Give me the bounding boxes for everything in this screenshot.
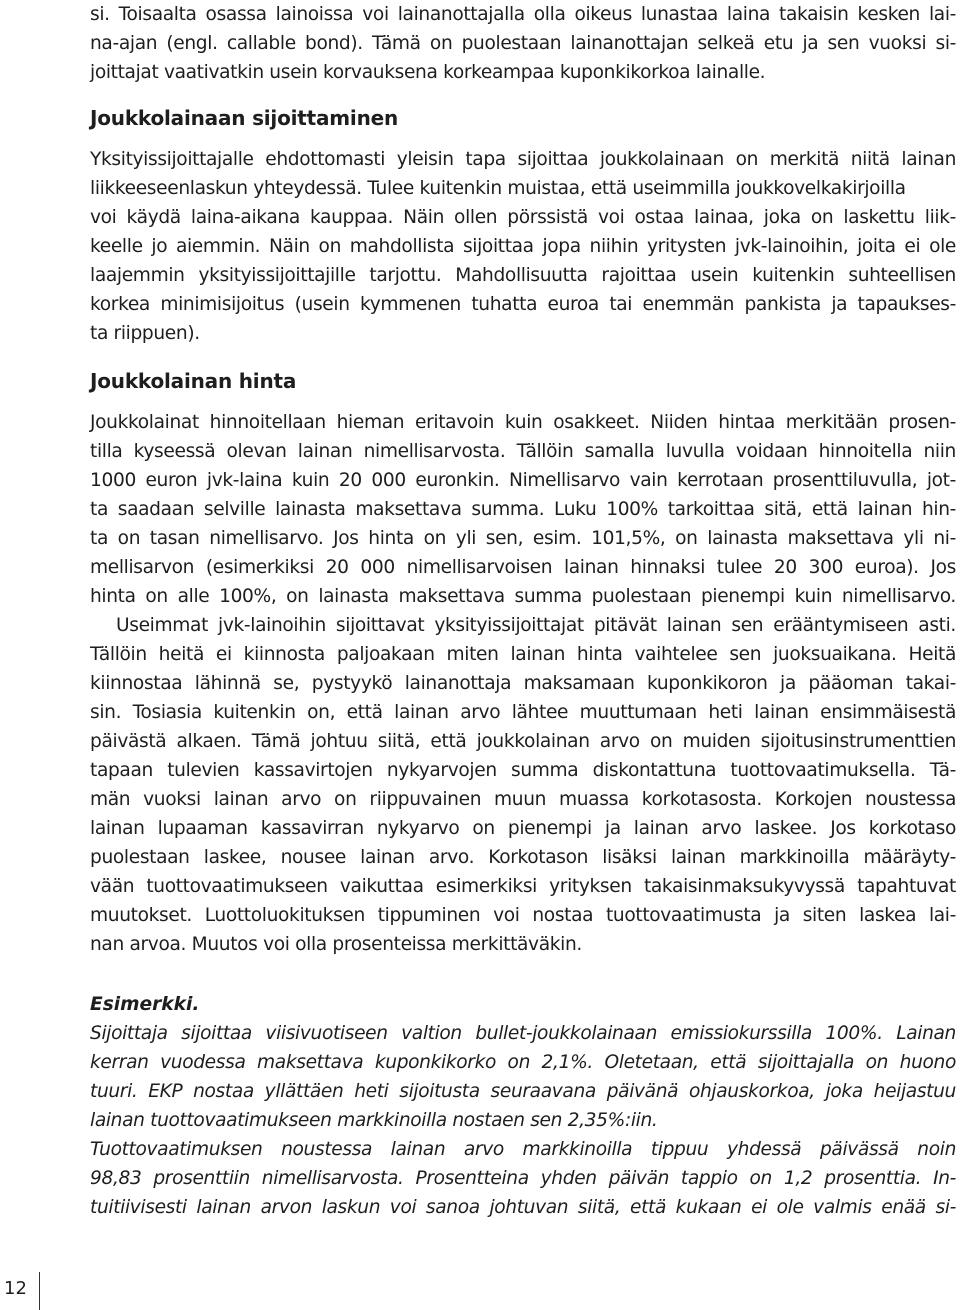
example-text-line: 98,83 prosenttiin nimellisarvosta. Prosentteina yhden päivän tappio on 1,2 prosenttia. In- <box>90 1168 956 1189</box>
text-line: hinta on alle 100%, on lainasta maksettava summa puolestaan pienempi kuin nimellisarvo. <box>90 586 956 607</box>
text-line: män vuoksi lainan arvo on riippuvainen muun muassa korkotasosta. Korkojen noustessa <box>90 789 956 810</box>
example-text-line: tuuri. EKP nostaa yllättäen heti sijoitusta seuraavana päivänä ohjauskorkoa, joka heijastuu <box>90 1081 956 1102</box>
text-line: lainan lupaaman kassavirran nykyarvo on pienempi ja lainan arvo laskee. Jos korkotaso <box>90 818 956 839</box>
text-line: mellisarvon (esimerkiksi 20 000 nimellisarvoisen lainan hinnaksi tulee 20 300 euroa). Jos <box>90 557 956 578</box>
text-line: laajemmin yksityissijoittajille tarjottu. Mahdollisuutta rajoittaa usein kuitenkin suhteellisen <box>90 265 956 286</box>
text-line: Joukkolainat hinnoitellaan hieman eritavoin kuin osakkeet. Niiden hintaa merkitään prosen- <box>90 412 956 433</box>
text-line: nan arvoa. Muutos voi olla prosenteissa merkittäväkin. <box>90 934 582 955</box>
text-line: muutokset. Luottoluokituksen tippuminen voi nostaa tuottovaatimusta ja siten laskea lai- <box>90 905 956 926</box>
text-line: sin. Tosiasia kuitenkin on, että lainan arvo lähtee muuttumaan heti lainan ensimmäisestä <box>90 702 956 723</box>
text-line: Tällöin heitä ei kiinnosta paljoakaan miten lainan hinta vaihtelee sen juoksuaikana. Heitä <box>90 644 956 665</box>
text-line: korkea minimisijoitus (usein kymmenen tuhatta euroa tai enemmän pankista ja tapaukses- <box>90 294 956 315</box>
page-number: 12 <box>0 1272 40 1310</box>
text-line: Yksityissijoittajalle ehdottomasti yleisin tapa sijoittaa joukkolainaan on merkitä niitä lainan <box>90 149 956 170</box>
text-line: si. Toisaalta osassa lainoissa voi lainanottajalla olla oikeus lunastaa laina takaisin kesken lai- <box>90 4 956 25</box>
text-line: 1000 euron jvk-laina kuin 20 000 euronkin. Nimellisarvo vain kerrotaan prosenttiluvulla, jot- <box>90 470 956 491</box>
section-heading-sijoittaminen: Joukkolainaan sijoittaminen <box>90 106 399 130</box>
example-text-line: lainan tuottovaatimukseen markkinoilla nostaen sen 2,35%:iin. <box>90 1110 658 1131</box>
text-line: keelle jo aiemmin. Näin on mahdollista sijoittaa jopa niihin yritysten jvk-lainoihin, joita ei ole <box>90 236 956 257</box>
example-text-line: kerran vuodessa maksettava kuponkikorko on 2,1%. Oletetaan, että sijoittajalla on huono <box>90 1052 956 1073</box>
example-text-line: Tuottovaatimuksen noustessa lainan arvo markkinoilla tippuu yhdessä päivässä noin <box>90 1139 956 1160</box>
text-line: Useimmat jvk-lainoihin sijoittavat yksityissijoittajat pitävät lainan sen erääntymiseen asti. <box>116 615 956 636</box>
example-text-line: Sijoittaja sijoittaa viisivuotiseen valtion bullet-joukkolainaan emissiokurssilla 100%. Lainan <box>90 1023 956 1044</box>
text-line: vään tuottovaatimukseen vaikuttaa esimerkiksi yrityksen takaisinmaksukyvyssä tapahtuvat <box>90 876 956 897</box>
text-line: joittajat vaativatkin usein korvauksena korkeampaa kuponkikorkoa lainalle. <box>90 62 766 83</box>
text-line: na-ajan (engl. callable bond). Tämä on puolestaan lainanottajan selkeä etu ja sen vuoksi si- <box>90 33 956 54</box>
text-line: tilla kyseessä olevan lainan nimellisarvosta. Tällöin samalla luvulla voidaan hinnoitella niin <box>90 441 956 462</box>
text-line: liikkeeseenlaskun yhteydessä. Tulee kuitenkin muistaa, että useimmilla joukkovelkakirjoilla <box>90 178 906 199</box>
text-line: puolestaan laskee, nousee lainan arvo. Korkotason lisäksi lainan markkinoilla määräyty- <box>90 847 956 868</box>
text-line: ta saadaan selville lainasta maksettava summa. Luku 100% tarkoittaa sitä, että lainan hin- <box>90 499 956 520</box>
text-line: tapaan tulevien kassavirtojen nykyarvojen summa diskontattuna tuottovaatimuksella. Tä- <box>90 760 956 781</box>
text-line: päivästä alkaen. Tämä johtuu siitä, että joukkolainan arvo on muiden sijoitusinstrumenttien <box>90 731 956 752</box>
text-line: ta on tasan nimellisarvo. Jos hinta on yli sen, esim. 101,5%, on lainasta maksettava yli ni- <box>90 528 956 549</box>
example-title: Esimerkki. <box>90 994 200 1015</box>
text-line: voi käydä laina-aikana kauppaa. Näin ollen pörssistä voi ostaa lainaa, joka on laskettu liik- <box>90 207 956 228</box>
example-text-line: tuitiivisesti lainan arvon laskun voi sanoa johtuvan siitä, että kukaan ei ole valmis enää si- <box>90 1197 956 1218</box>
text-line: kiinnostaa lähinnä se, pystyykö lainanottaja maksamaan kuponkikoron ja pääoman takai- <box>90 673 956 694</box>
text-line: ta riippuen). <box>90 323 200 344</box>
section-heading-hinta: Joukkolainan hinta <box>90 369 297 393</box>
